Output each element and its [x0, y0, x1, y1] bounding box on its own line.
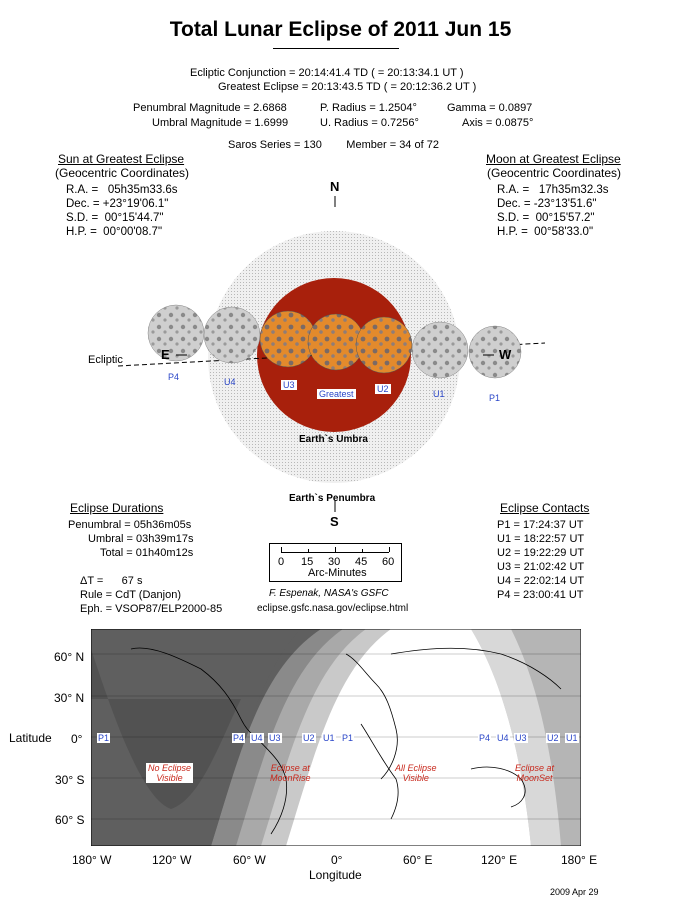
lon-tick-120e: 120° E [481, 853, 518, 867]
contact-label-p1: P1 [489, 393, 501, 403]
region-moonset-line2: MoonSet [516, 773, 553, 783]
scale-bar [281, 552, 389, 553]
umbral-magnitude: Umbral Magnitude = 1.6999 [152, 117, 289, 129]
sun-hp: H.P. = 00°00'08.7" [66, 226, 163, 238]
sun-dec: Dec. = +23°19'06.1" [66, 198, 169, 210]
region-no-eclipse [146, 763, 193, 783]
penumbral-magnitude: Penumbral Magnitude = 2.6868 [133, 102, 287, 114]
title-underline [273, 48, 399, 49]
north-label: N [330, 179, 340, 194]
lat-tick-60s: 60° S [55, 813, 85, 827]
ecliptic-label: Ecliptic [88, 354, 123, 366]
p-radius: P. Radius = 1.2504° [320, 102, 417, 114]
scale-tick [308, 549, 309, 552]
lon-tick-60e: 60° E [403, 853, 433, 867]
contact-u3: U3 = 21:02:42 UT [497, 561, 585, 573]
moon-ra: R.A. = 17h35m32.3s [497, 184, 609, 196]
region-no-eclipse-line1: No Eclipse [148, 763, 192, 773]
lat-tick-30s: 30° S [55, 773, 85, 787]
sun-sd: S.D. = 00°15'44.7" [66, 212, 164, 224]
scale-tick-label: 0 [278, 556, 285, 568]
region-moonrise-line2: MoonRise [270, 773, 311, 783]
region-all-visible-line1: All Eclipse [395, 763, 437, 773]
rule: Rule = CdT (Danjon) [80, 589, 181, 601]
region-moonrise [270, 763, 311, 783]
date-stamp: 2009 Apr 29 [550, 887, 599, 897]
contact-label-u2: U2 [377, 384, 389, 394]
contact-u4: U4 = 22:02:14 UT [497, 575, 585, 587]
moon-p4 [148, 305, 204, 361]
map-equator-p4b: P4 [479, 733, 491, 743]
scale-tick [362, 549, 363, 552]
lon-tick-60w: 60° W [233, 853, 266, 867]
contact-p4: P4 = 23:00:41 UT [497, 589, 584, 601]
durations-header: Eclipse Durations [70, 501, 164, 515]
axis: Axis = 0.0875° [462, 117, 534, 129]
region-all-visible-line2: Visible [402, 773, 429, 783]
duration-penumbral: Penumbral = 05h36m05s [68, 519, 192, 531]
map-xlabel: Longitude [309, 868, 362, 882]
contact-label-u3: U3 [283, 380, 295, 390]
map-equator-p4: P4 [233, 733, 245, 743]
moon-p1 [469, 326, 521, 378]
contact-u1: U1 = 18:22:57 UT [497, 533, 585, 545]
sun-subheader: (Geocentric Coordinates) [55, 166, 190, 180]
scale-label: Arc-Minutes [308, 567, 367, 579]
region-no-eclipse-line2: Visible [156, 773, 183, 783]
contacts-header: Eclipse Contacts [500, 501, 590, 515]
eclipse-diagram [0, 170, 681, 530]
moon-u4 [204, 307, 260, 363]
map-equator-u4: U4 [251, 733, 263, 743]
conjunction-time: Ecliptic Conjunction = 20:14:41.4 TD ( = 20:13:34.1 UT ) [190, 67, 464, 79]
contact-label-u1: U1 [433, 389, 445, 399]
map-equator-p1: P1 [98, 733, 110, 743]
east-label: E [161, 347, 170, 362]
scale-tick [335, 547, 336, 552]
contact-p1: P1 = 17:24:37 UT [497, 519, 584, 531]
moon-header: Moon at Greatest Eclipse [486, 152, 621, 166]
page-title: Total Lunar Eclipse of 2011 Jun 15 [169, 18, 512, 41]
moon-greatest [308, 314, 364, 370]
umbra-label: Earth`s Umbra [299, 434, 368, 445]
greatest-time: Greatest Eclipse = 20:13:43.5 TD ( = 20:12:36.2 UT ) [218, 81, 477, 93]
map-equator-p1b: P1 [342, 733, 354, 743]
moon-u2 [356, 317, 412, 373]
region-moonset-line1: Eclipse at [515, 763, 555, 773]
delta-t: ΔT = 67 s [80, 575, 143, 587]
lat-tick-60n: 60° N [54, 650, 85, 664]
map-equator-u4b: U4 [497, 733, 509, 743]
lon-tick-180w: 180° W [72, 853, 112, 867]
map-equator-u2b: U2 [547, 733, 559, 743]
credit-url[interactable]: eclipse.gsfc.nasa.gov/eclipse.html [257, 603, 409, 614]
sun-header: Sun at Greatest Eclipse [58, 152, 185, 166]
u-radius: U. Radius = 0.7256° [320, 117, 419, 129]
lat-tick-30n: 30° N [54, 691, 85, 705]
penumbra-label: Earth`s Penumbra [289, 493, 376, 504]
region-moonset [515, 763, 554, 783]
contact-label-u4: U4 [224, 377, 236, 387]
moon-u1 [412, 322, 468, 378]
scale-tick [389, 547, 390, 552]
duration-total: Total = 01h40m12s [100, 547, 194, 559]
saros-series: Saros Series = 130 Member = 34 of 72 [228, 139, 439, 151]
map-ylabel: Latitude [9, 731, 52, 745]
moon-u3 [260, 311, 316, 367]
duration-umbral: Umbral = 03h39m17s [88, 533, 194, 545]
sun-ra: R.A. = 05h35m33.6s [66, 184, 178, 196]
moon-sd: S.D. = 00°15'57.2" [497, 212, 595, 224]
map-equator-u3b: U3 [515, 733, 527, 743]
region-moonrise-line1: Eclipse at [270, 763, 310, 773]
credit-author: F. Espenak, NASA's GSFC [269, 588, 389, 599]
lon-tick-0: 0° [331, 853, 343, 867]
lat-tick-0: 0° [71, 732, 83, 746]
moon-dec: Dec. = -23°13'51.6" [497, 198, 597, 210]
contact-label-greatest: Greatest [319, 389, 354, 399]
contact-u2: U2 = 19:22:29 UT [497, 547, 585, 559]
south-label: S [330, 514, 339, 529]
region-all-visible [395, 763, 437, 783]
map-equator-u3: U3 [269, 733, 281, 743]
moon-subheader: (Geocentric Coordinates) [487, 166, 622, 180]
scale-tick-label: 45 [355, 556, 368, 568]
gamma: Gamma = 0.0897 [447, 102, 533, 114]
map-equator-u1: U1 [323, 733, 335, 743]
scale-tick [281, 547, 282, 552]
map-equator-u1b: U1 [566, 733, 578, 743]
ephemeris: Eph. = VSOP87/ELP2000-85 [80, 603, 223, 615]
scale-tick-label: 60 [382, 556, 395, 568]
moon-hp: H.P. = 00°58'33.0" [497, 226, 594, 238]
west-label: W [499, 347, 512, 362]
lon-tick-120w: 120° W [152, 853, 192, 867]
contact-label-p4: P4 [168, 372, 180, 382]
lon-tick-180e: 180° E [561, 853, 598, 867]
scale-tick-label: 30 [328, 556, 341, 568]
map-equator-u2: U2 [303, 733, 315, 743]
scale-tick-label: 15 [301, 556, 314, 568]
